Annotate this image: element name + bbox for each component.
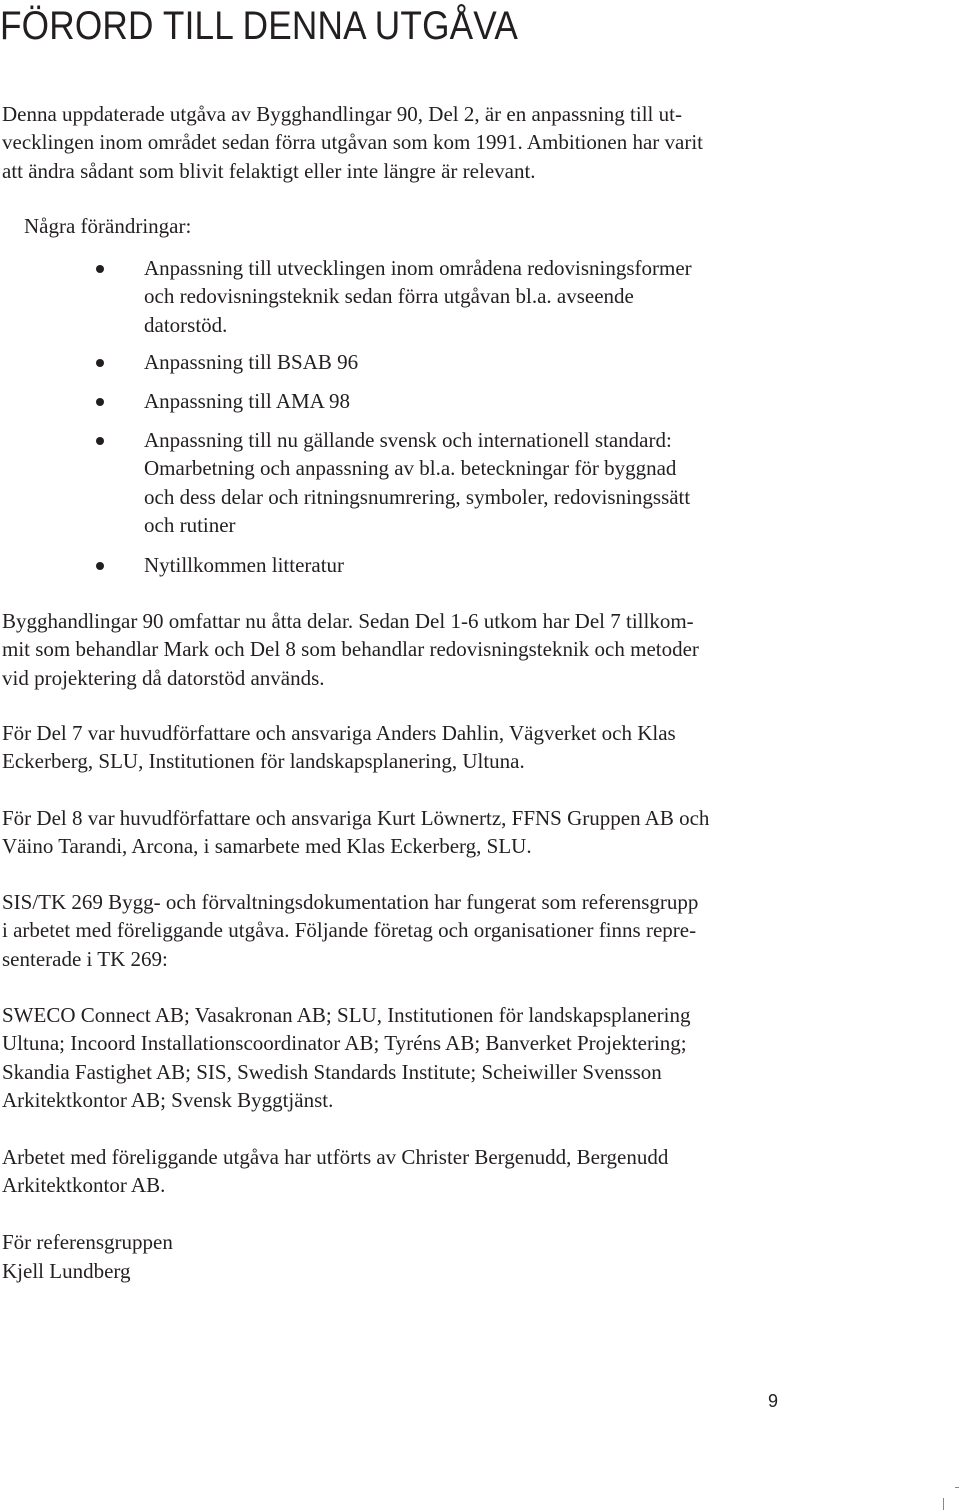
reference-group-paragraph: SIS/TK 269 Bygg- och förvaltningsdokumentation har fungerat som referensgrupp i arbetet med föreliggande utgåva. Följande företag och organisationer finns repre- senterade i TK 269: — [2, 890, 699, 971]
bullet-icon — [96, 265, 104, 273]
signature-line-1: För referensgruppen — [2, 1230, 173, 1254]
parts-paragraph: Bygghandlingar 90 omfattar nu åtta delar. Sedan Del 1-6 utkom har Del 7 tillkom- mit som behandlar Mark och Del 8 som behandlar redovisningsteknik och metoder vid projektering då datorstöd används. — [2, 609, 699, 690]
changes-heading: Några förändringar: — [24, 214, 192, 238]
change-item-3: Anpassning till AMA 98 — [144, 389, 350, 413]
change-item-4: Anpassning till nu gällande svensk och internationell standard: Omarbetning och anpassning av bl.a. beteckningar för byggnad och dess delar och ritningsnumrering, symboler, redovisningssätt och rutiner — [144, 428, 691, 538]
del8-paragraph: För Del 8 var huvudförfattare och ansvariga Kurt Löwnertz, FFNS Gruppen AB och Väino Tarandi, Arcona, i samarbete med Klas Eckerberg, SLU. — [2, 806, 710, 859]
crop-mark — [943, 1498, 944, 1510]
page-number: 9 — [768, 1391, 779, 1411]
bullet-icon — [96, 359, 104, 367]
page-title: FÖRORD TILL DENNA UTGÅVA — [0, 4, 518, 48]
crop-mark — [955, 1487, 959, 1488]
change-item-5: Nytillkommen litteratur — [144, 553, 345, 577]
signature-name: Kjell Lundberg — [2, 1259, 131, 1283]
change-item-1: Anpassning till utvecklingen inom områdena redovisningsformer och redovisningsteknik sedan förra utgåvan bl.a. avseende datorstöd. — [144, 256, 692, 337]
change-item-2: Anpassning till BSAB 96 — [144, 350, 359, 374]
intro-paragraph: Denna uppdaterade utgåva av Bygghandlingar 90, Del 2, är en anpassning till ut- vecklingen inom området sedan förra utgåvan som kom 1991. Ambitionen har varit att ändra sådant som blivit felaktigt eller inte längre är relevant. — [2, 102, 703, 183]
bullet-icon — [96, 437, 104, 445]
del7-paragraph: För Del 7 var huvudförfattare och ansvariga Anders Dahlin, Vägverket och Klas Eckerberg, SLU, Institutionen för landskapsplanering, Ultuna. — [2, 721, 676, 774]
bullet-icon — [96, 398, 104, 406]
bullet-icon — [96, 562, 104, 570]
author-paragraph: Arbetet med föreliggande utgåva har utförts av Christer Bergenudd, Bergenudd Arkitektkontor AB. — [2, 1145, 669, 1198]
organisations-paragraph: SWECO Connect AB; Vasakronan AB; SLU, Institutionen för landskapsplanering Ultuna; Incoord Installationscoordinator AB; Tyréns AB; Banverket Projektering; Skandia Fastighet AB; SIS, Swedish Standards Institute; Scheiwiller Svensson Arkitektkontor AB; Svensk Byggtjänst. — [2, 1003, 691, 1113]
